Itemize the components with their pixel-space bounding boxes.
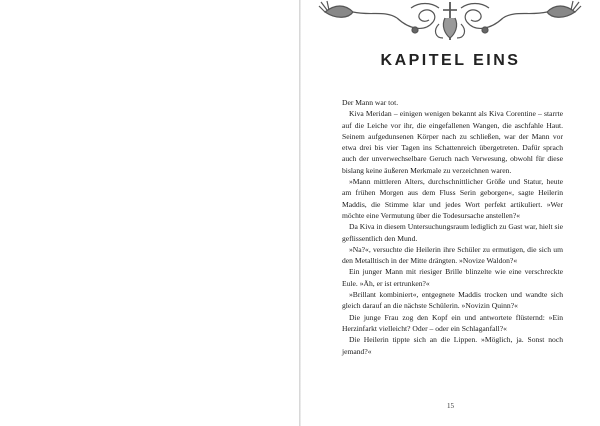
chapter-page [301, 0, 600, 426]
chapter-body [342, 97, 563, 357]
paragraph: Kiva Meridan – einigen wenigen bekannt als Kiva Corentine – starrte auf die Leiche vor ihr, die eingefallenen Wangen, die aschfahle Haut. Seinem aufgedunsenen Körper nach zu schließen, war der Mann vor etwa drei bis vier Tagen ins Schattenreich übergetreten. Dafür sprach auch der unverwechselbare Geruch nach Verwesung, obwohl für diese bislang keine äußeren Merkmale zu verzeichnen waren. [342, 109, 563, 175]
paragraph: »Mann mittleren Alters, durchschnittlicher Größe und Statur, heute am frühen Morgen aus dem Fluss Serin geborgen«, sagte Heilerin Maddis, die Stimme klar und jedes Wort perfekt artikuliert. »Wer möchte eine Vermutung über die Todesursache anstellen?« [342, 177, 563, 220]
chapter-title: KAPITEL EINS [380, 52, 521, 69]
page-number: 15 [447, 402, 454, 410]
paragraph: »Brillant kombiniert«, entgegnete Maddis trocken und wandte sich gleich darauf an die nächste Schülerin. »Novizin Quinn?« [342, 290, 563, 311]
paragraph: Die junge Frau zog den Kopf ein und antwortete flüsternd: »Ein Herzinfarkt vielleicht? Oder – oder ein Schlaganfall?« [342, 312, 563, 333]
paragraph: Der Mann war tot. [342, 98, 399, 107]
paragraph: Die Heilerin tippte sich an die Lippen. »Möglich, ja. Sonst noch jemand?« [342, 335, 563, 356]
blank-left-page [0, 0, 299, 426]
paragraph: Ein junger Mann mit riesiger Brille blinzelte wie eine verschreckte Eule. »Äh, er ist ertrunken?« [342, 267, 563, 288]
paragraph: »Na?«, versuchte die Heilerin ihre Schüler zu ermutigen, die sich um den Metalltisch in der Mitte drängten. »Novize Waldon?« [342, 244, 563, 266]
floral-ornament-icon [315, 0, 585, 42]
paragraph: Da Kiva in diesem Untersuchungsraum lediglich zu Gast war, hielt sie geflissentlich den Mund. [342, 222, 563, 243]
